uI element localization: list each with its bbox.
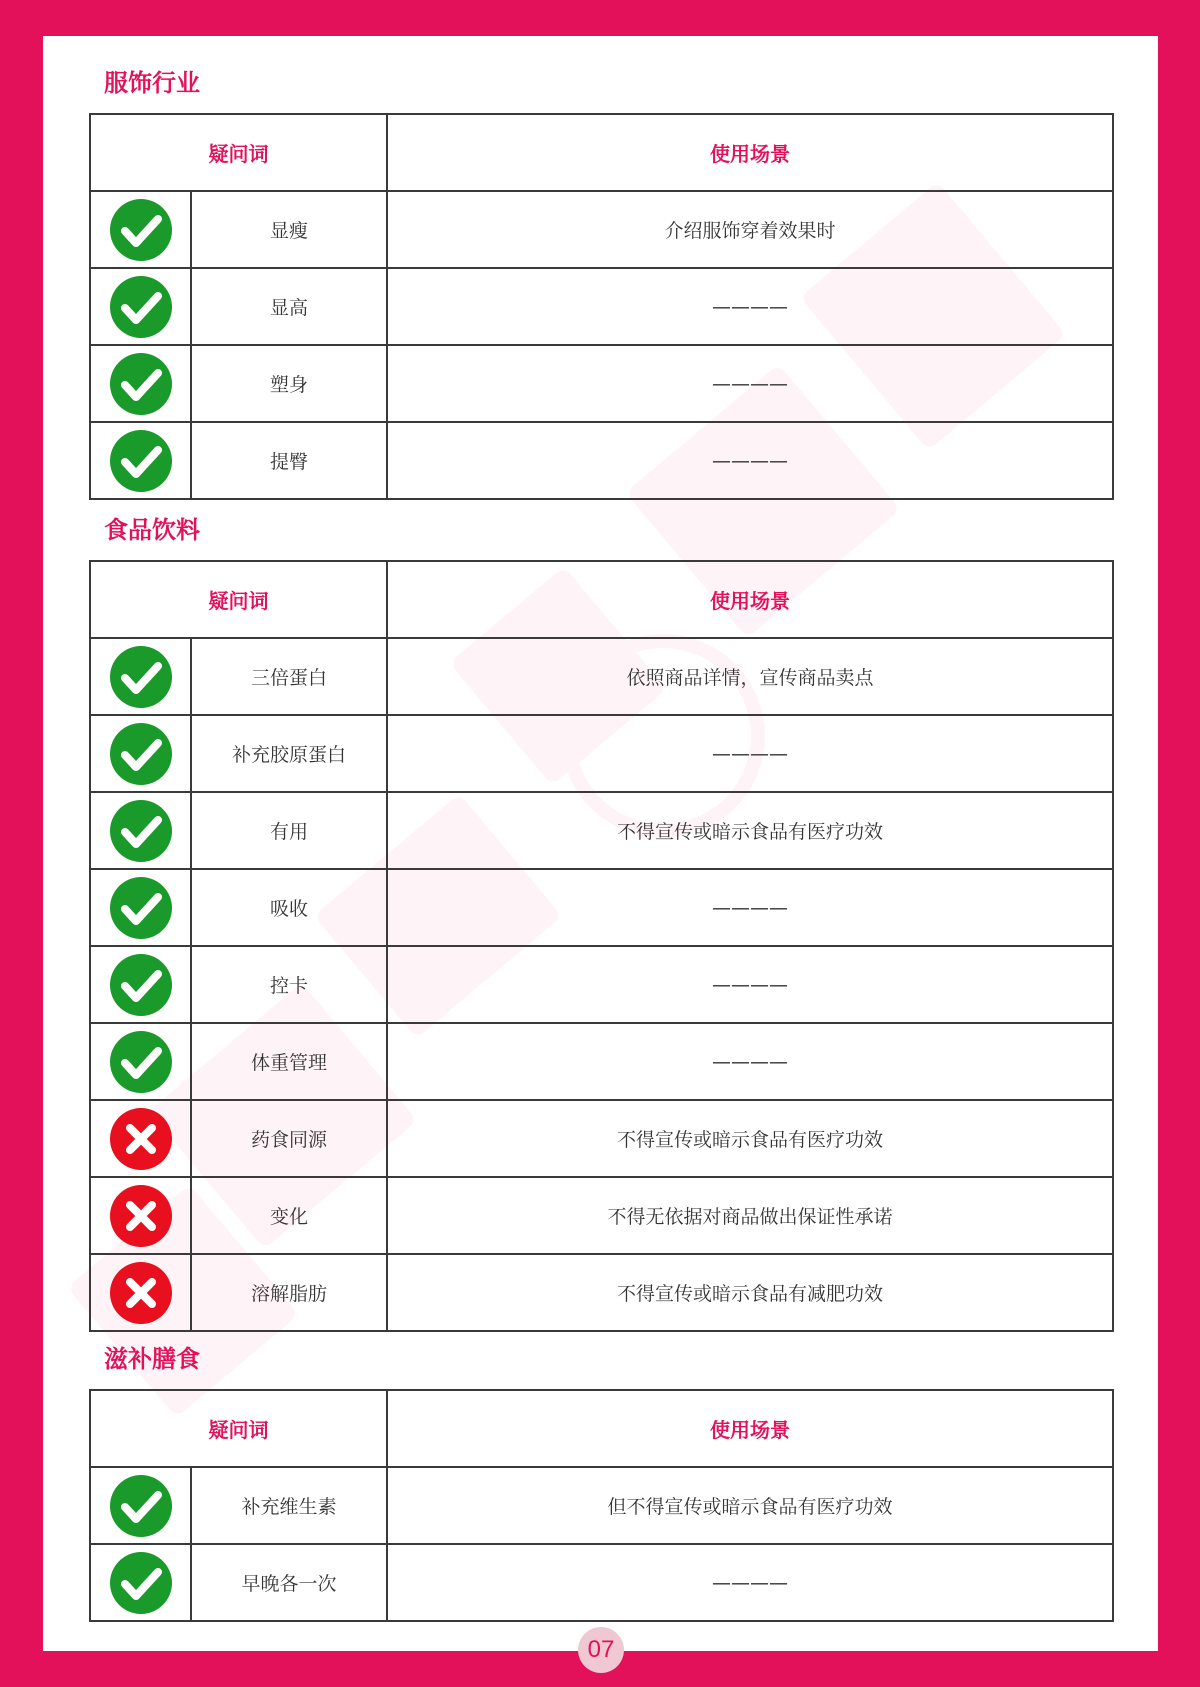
cross-circle-icon xyxy=(108,1106,174,1172)
cross-circle-icon xyxy=(108,1183,174,1249)
word-cell: 药食同源 xyxy=(191,1100,387,1177)
word-cell: 三倍蛋白 xyxy=(191,638,387,715)
word-table-food xyxy=(89,560,1114,1332)
scene-cell: ———— xyxy=(387,345,1113,422)
page-number: 07 xyxy=(578,1627,624,1673)
scene-cell: ———— xyxy=(387,268,1113,345)
table-row xyxy=(90,1023,1113,1100)
header-word: 疑问词 xyxy=(90,114,387,191)
table-row xyxy=(90,191,1113,268)
table-header-row xyxy=(90,114,1113,191)
table-row xyxy=(90,1467,1113,1544)
section-title-supplements: 滋补膳食 xyxy=(104,1345,200,1373)
check-circle-icon xyxy=(108,952,174,1018)
header-scene: 使用场景 xyxy=(387,1390,1113,1467)
table-header-row xyxy=(90,561,1113,638)
check-circle-icon xyxy=(108,875,174,941)
header-word: 疑问词 xyxy=(90,561,387,638)
cross-circle-icon xyxy=(108,1260,174,1326)
scene-cell: ———— xyxy=(387,422,1113,499)
check-circle-icon xyxy=(108,644,174,710)
scene-cell: 但不得宣传或暗示食品有医疗功效 xyxy=(387,1467,1113,1544)
table-row xyxy=(90,1100,1113,1177)
word-cell: 控卡 xyxy=(191,946,387,1023)
section-title-food: 食品饮料 xyxy=(104,516,200,544)
table-row xyxy=(90,638,1113,715)
scene-cell: 介绍服饰穿着效果时 xyxy=(387,191,1113,268)
word-table-supplements xyxy=(89,1389,1114,1622)
word-cell: 提臀 xyxy=(191,422,387,499)
status-cell xyxy=(90,1467,191,1544)
word-cell: 显瘦 xyxy=(191,191,387,268)
scene-cell: 不得宣传或暗示食品有医疗功效 xyxy=(387,792,1113,869)
status-cell xyxy=(90,946,191,1023)
word-cell: 体重管理 xyxy=(191,1023,387,1100)
word-cell: 补充维生素 xyxy=(191,1467,387,1544)
table-row xyxy=(90,715,1113,792)
status-cell xyxy=(90,1177,191,1254)
header-scene: 使用场景 xyxy=(387,114,1113,191)
scene-cell: 不得宣传或暗示食品有减肥功效 xyxy=(387,1254,1113,1331)
scene-cell: ———— xyxy=(387,1544,1113,1621)
table-row xyxy=(90,946,1113,1023)
status-cell xyxy=(90,638,191,715)
status-cell xyxy=(90,1544,191,1621)
table-row xyxy=(90,345,1113,422)
word-cell: 变化 xyxy=(191,1177,387,1254)
table-row xyxy=(90,422,1113,499)
scene-cell: 不得宣传或暗示食品有医疗功效 xyxy=(387,1100,1113,1177)
scene-cell: 依照商品详情，宣传商品卖点 xyxy=(387,638,1113,715)
status-cell xyxy=(90,345,191,422)
word-cell: 溶解脂肪 xyxy=(191,1254,387,1331)
word-table-apparel xyxy=(89,113,1114,500)
status-cell xyxy=(90,1023,191,1100)
header-word: 疑问词 xyxy=(90,1390,387,1467)
status-cell xyxy=(90,191,191,268)
status-cell xyxy=(90,792,191,869)
table-row xyxy=(90,869,1113,946)
scene-cell: ———— xyxy=(387,1023,1113,1100)
status-cell xyxy=(90,1100,191,1177)
table-row xyxy=(90,1177,1113,1254)
document-page xyxy=(43,36,1158,1651)
scene-cell: ———— xyxy=(387,715,1113,792)
scene-cell: ———— xyxy=(387,869,1113,946)
check-circle-icon xyxy=(108,197,174,263)
table-row xyxy=(90,1544,1113,1621)
check-circle-icon xyxy=(108,1550,174,1616)
table-row xyxy=(90,1254,1113,1331)
word-cell: 吸收 xyxy=(191,869,387,946)
scene-cell: ———— xyxy=(387,946,1113,1023)
word-cell: 塑身 xyxy=(191,345,387,422)
status-cell xyxy=(90,1254,191,1331)
table-row xyxy=(90,268,1113,345)
check-circle-icon xyxy=(108,1029,174,1095)
check-circle-icon xyxy=(108,798,174,864)
word-cell: 补充胶原蛋白 xyxy=(191,715,387,792)
status-cell xyxy=(90,715,191,792)
word-cell: 显高 xyxy=(191,268,387,345)
scene-cell: 不得无依据对商品做出保证性承诺 xyxy=(387,1177,1113,1254)
check-circle-icon xyxy=(108,274,174,340)
check-circle-icon xyxy=(108,721,174,787)
word-cell: 有用 xyxy=(191,792,387,869)
section-title-apparel: 服饰行业 xyxy=(104,69,200,97)
header-scene: 使用场景 xyxy=(387,561,1113,638)
status-cell xyxy=(90,268,191,345)
check-circle-icon xyxy=(108,1473,174,1539)
check-circle-icon xyxy=(108,428,174,494)
check-circle-icon xyxy=(108,351,174,417)
word-cell: 早晚各一次 xyxy=(191,1544,387,1621)
table-row xyxy=(90,792,1113,869)
status-cell xyxy=(90,869,191,946)
status-cell xyxy=(90,422,191,499)
table-header-row xyxy=(90,1390,1113,1467)
